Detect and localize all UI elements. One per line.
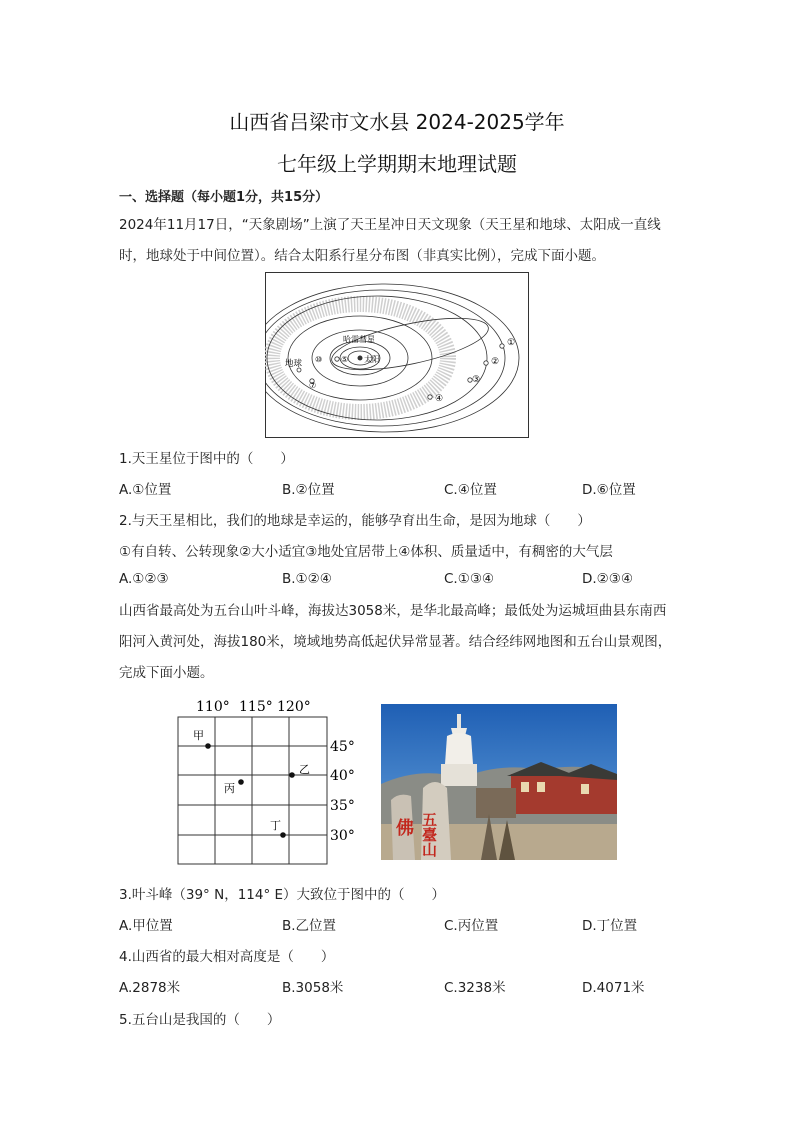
point-jia xyxy=(205,743,211,749)
lat-label-45: 45° xyxy=(330,739,355,755)
point-yi-label: 乙 xyxy=(299,763,310,776)
q3-option-a[interactable]: A.甲位置 xyxy=(119,918,173,934)
q5-stem: 5.五台山是我国的（ ） xyxy=(119,1012,281,1028)
q4-option-b[interactable]: B.3058米 xyxy=(282,980,344,996)
q2-option-c[interactable]: C.①③④ xyxy=(444,571,495,587)
q3-option-b[interactable]: B.乙位置 xyxy=(282,918,337,934)
q3-option-c[interactable]: C.丙位置 xyxy=(444,918,499,934)
point-bing-label: 丙 xyxy=(224,782,235,795)
page-title-line1: 山西省吕梁市文水县 2024-2025学年 xyxy=(229,110,565,134)
q2-stem: 2.与天王星相比，我们的地球是幸运的，能够孕育出生命，是因为地球（ ） xyxy=(119,513,591,529)
q4-option-a[interactable]: A.2878米 xyxy=(119,980,181,996)
planet-3-label: ③ xyxy=(472,375,481,385)
lon-label-115: 115° xyxy=(239,699,273,715)
q1-option-c[interactable]: C.④位置 xyxy=(444,482,497,498)
page-title-line2: 七年级上学期期末地理试题 xyxy=(277,152,517,176)
q2-statements: ①有自转、公转现象②大小适宜③地处宜居带上④体积、质量适中，有稠密的大气层 xyxy=(119,544,613,560)
lon-label-110: 110° xyxy=(196,699,230,715)
sun-label: 太阳 xyxy=(364,355,380,364)
planet-2-label: ② xyxy=(491,357,500,367)
passage-1: 2024年11月17日，“天象剧场”上演了天王星冲日天文现象（天王星和地球、太阳成一直线时，地球处于中间位置）。结合太阳系行星分布图（非真实比例），完成下面小题。 xyxy=(119,217,661,264)
q3-option-d[interactable]: D.丁位置 xyxy=(582,918,638,934)
planet-4-label: ④ xyxy=(435,394,444,404)
lat-label-35: 35° xyxy=(330,798,355,814)
solar-system-figure xyxy=(265,272,529,438)
sun-icon xyxy=(358,356,363,361)
earth-label: 地球 xyxy=(285,359,303,369)
q4-option-c[interactable]: C.3238米 xyxy=(444,980,506,996)
q1-option-b[interactable]: B.②位置 xyxy=(282,482,335,498)
latlon-grid-figure xyxy=(176,695,366,867)
point-jia-label: 甲 xyxy=(193,729,204,742)
q2-option-d[interactable]: D.②③④ xyxy=(582,571,633,587)
stone-chars-wutaishan: 五臺山 xyxy=(420,812,438,857)
planet-6-label: ⑩ xyxy=(315,355,323,364)
q2-option-b[interactable]: B.①②④ xyxy=(282,571,332,587)
point-yi xyxy=(289,772,295,778)
point-bing xyxy=(238,779,244,785)
q2-option-a[interactable]: A.①②③ xyxy=(119,571,169,587)
lat-label-40: 40° xyxy=(330,768,355,784)
lon-label-120: 120° xyxy=(277,699,311,715)
q1-stem: 1.天王星位于图中的（ ） xyxy=(119,451,294,467)
section-heading: 一、选择题（每小题1分，共15分） xyxy=(119,190,329,205)
planet-7-label: ⑦ xyxy=(309,381,317,390)
q1-option-d[interactable]: D.⑥位置 xyxy=(582,482,636,498)
planet-5-label: ⑤ xyxy=(341,355,349,364)
lat-label-30: 30° xyxy=(330,828,355,844)
q4-option-d[interactable]: D.4071米 xyxy=(582,980,645,996)
planet-1-label: ① xyxy=(507,338,516,348)
q4-stem: 4.山西省的最大相对高度是（ ） xyxy=(119,949,335,965)
passage-2: 山西省最高处为五台山叶斗峰，海拔达3058米，是华北最高峰；最低处为运城垣曲县东南西阳河入黄河处，海拔180米，境域地势高低起伏异常显著。结合经纬网地图和五台山景观图，完成下面小题。 xyxy=(119,603,672,681)
stone-char-fo: 佛 xyxy=(396,818,414,839)
point-ding-label: 丁 xyxy=(270,819,281,832)
wutai-photo-illustration xyxy=(381,704,617,860)
wutai-landscape-photo xyxy=(381,704,617,860)
q3-stem: 3.叶斗峰（39° N，114° E）大致位于图中的（ ） xyxy=(119,887,446,903)
comet-label: 哈雷彗星 xyxy=(343,335,375,344)
point-ding xyxy=(280,832,286,838)
q1-option-a[interactable]: A.①位置 xyxy=(119,482,172,498)
